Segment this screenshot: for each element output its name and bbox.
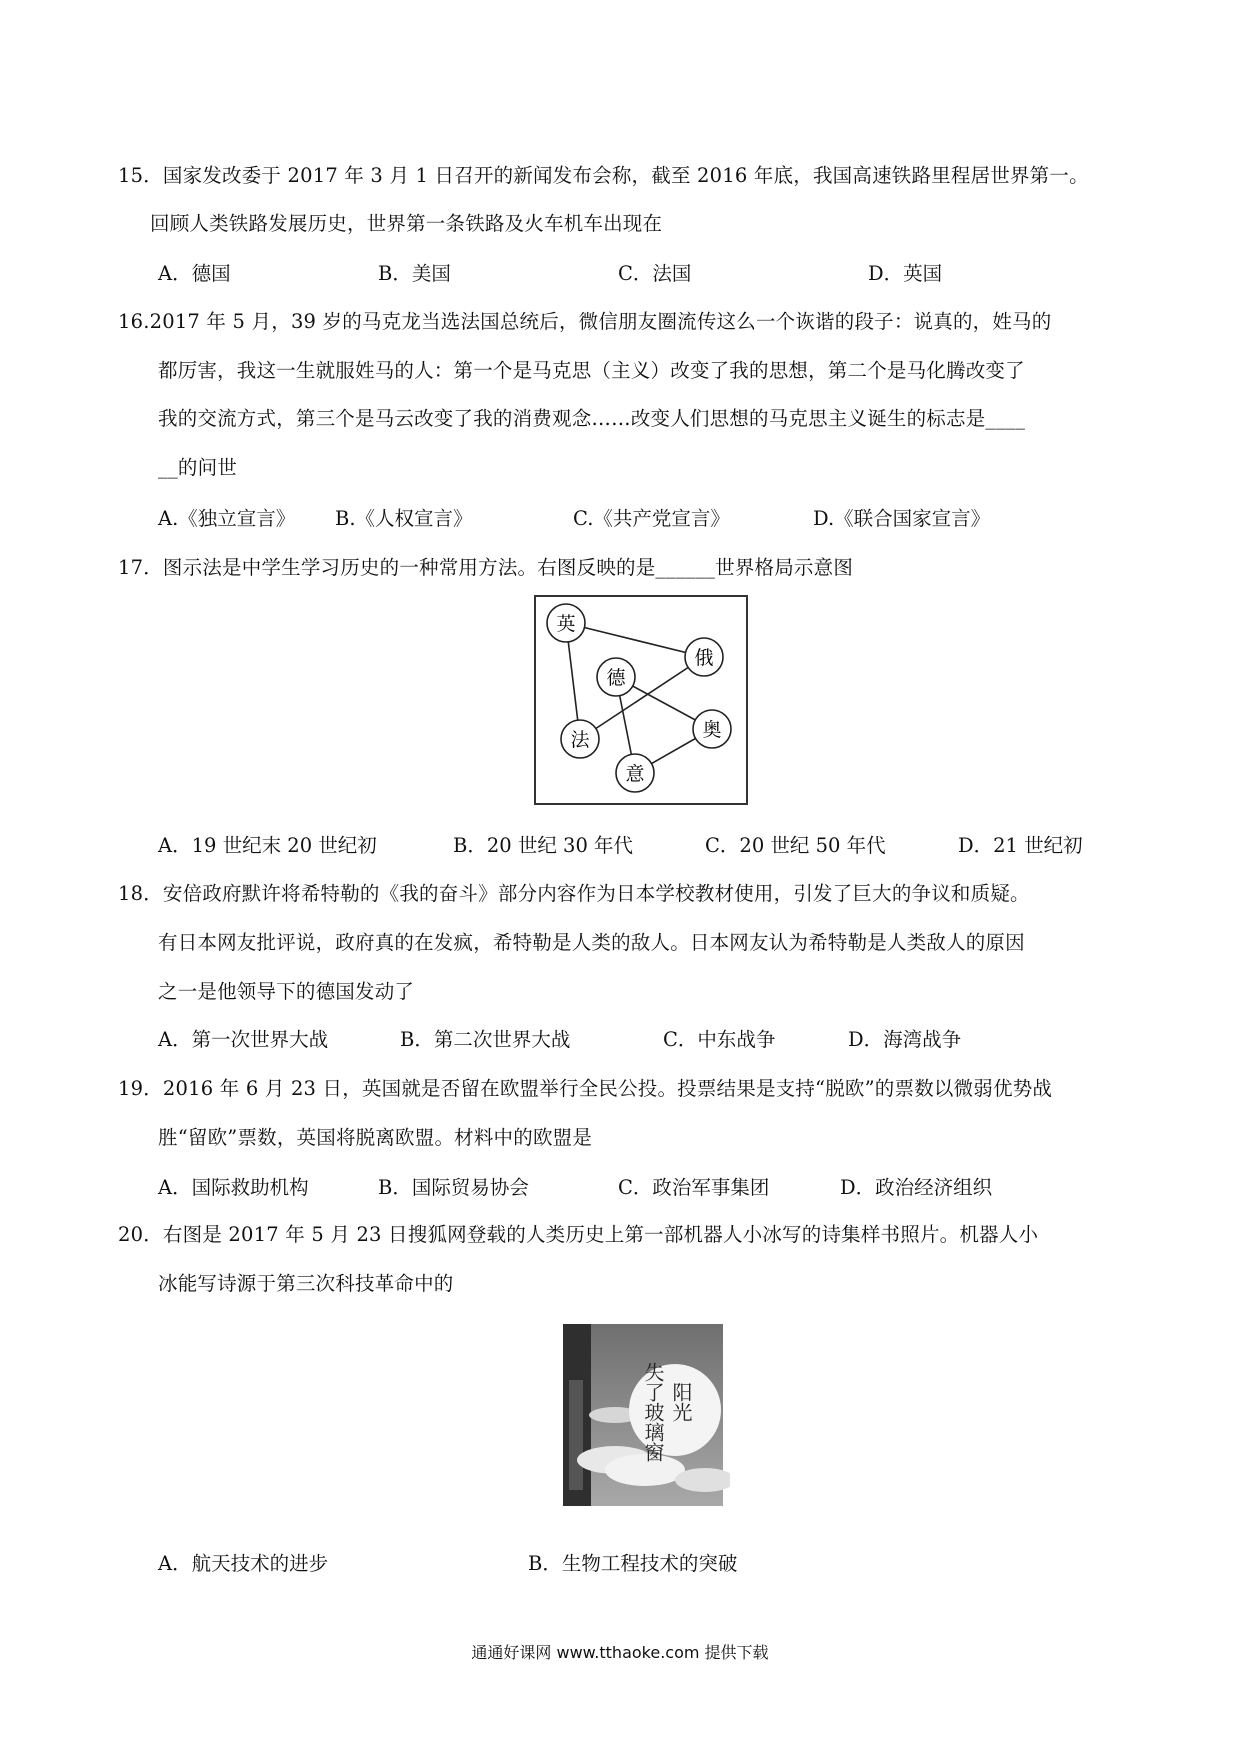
q18-option-a: A．第一次世界大战	[158, 1028, 329, 1051]
q18-stem-line1: 18．安倍政府默许将希特勒的《我的奋斗》部分内容作为日本学校教材使用，引发了巨大的争议和质疑。	[118, 882, 1030, 905]
q15-stem-line1: 15．国家发改委于 2017 年 3 月 1 日召开的新闻发布会称，截至 2016 年底，我国高速铁路里程居世界第一。	[118, 164, 1089, 187]
node-ao-label: 奥	[702, 719, 722, 741]
node-ying	[547, 604, 585, 642]
node-de	[597, 658, 635, 696]
node-fa-label: 法	[570, 729, 590, 751]
q16-option-c: C.《共产党宣言》	[573, 507, 730, 530]
q15-option-b: B．美国	[378, 262, 451, 285]
q16-stem-line2: 都厉害，我这一生就服姓马的人：第一个是马克思（主义）改变了我的思想，第二个是马化腾改变了	[158, 359, 1025, 382]
book-title-col2: 失了玻璃窗	[641, 1362, 665, 1462]
q18-stem-line2: 有日本网友批评说，政府真的在发疯，希特勒是人类的敌人。日本网友认为希特勒是人类敌人的原因	[158, 931, 1025, 954]
node-de-label: 德	[606, 667, 626, 689]
q15-option-a: A．德国	[158, 262, 231, 285]
q16-option-b: B.《人权宣言》	[335, 507, 473, 530]
q18-stem-line3: 之一是他领导下的德国发动了	[158, 980, 415, 1003]
q16-stem-line1: 16.2017 年 5 月，39 岁的马克龙当选法国总统后，微信朋友圈流传这么一个诙谐的段子：说真的，姓马的	[118, 310, 1052, 333]
q19-option-d: D．政治经济组织	[840, 1176, 993, 1199]
q20-stem-line1: 20．右图是 2017 年 5 月 23 日搜狐网登载的人类历史上第一部机器人小冰写的诗集样书照片。机器人小	[118, 1223, 1039, 1246]
q19-option-b: B．国际贸易协会	[378, 1176, 529, 1199]
q15-option-d: D．英国	[868, 262, 943, 285]
q16-option-d: D.《联合国家宣言》	[813, 507, 991, 530]
q17-option-d: D．21 世纪初	[958, 834, 1083, 857]
q20-option-a: A．航天技术的进步	[158, 1552, 329, 1575]
q18-option-b: B．第二次世界大战	[400, 1028, 571, 1051]
node-yi-label: 意	[625, 763, 645, 785]
q18-option-c: C．中东战争	[663, 1028, 776, 1051]
book-title-col1: 阳光	[669, 1382, 693, 1422]
q16-option-a: A.《独立宣言》	[158, 507, 296, 530]
q20-option-b: B．生物工程技术的突破	[528, 1552, 738, 1575]
q17-option-b: B．20 世纪 30 年代	[453, 834, 634, 857]
q16-stem-line3: 我的交流方式，第三个是马云改变了我的消费观念……改变人们思想的马克思主义诞生的标志是____	[158, 407, 1026, 430]
node-ying-label: 英	[556, 613, 576, 635]
q16-stem-line4: __的问世	[158, 456, 238, 479]
q17-option-a: A．19 世纪末 20 世纪初	[158, 834, 377, 857]
q17-stem-line1: 17．图示法是中学生学习历史的一种常用方法。右图反映的是______世界格局示意图	[118, 556, 854, 579]
node-e-label: 俄	[694, 647, 714, 669]
node-yi	[616, 754, 654, 792]
page-footer: 通通好课网 www.tthaoke.com 提供下载	[471, 1643, 769, 1662]
alliance-diagram	[534, 595, 748, 805]
node-ao	[693, 710, 731, 748]
q19-stem-line1: 19．2016 年 6 月 23 日，英国就是否留在欧盟举行全民公投。投票结果是支持“脱欧”的票数以微弱优势战	[118, 1077, 1053, 1100]
q15-stem-line2: 回顾人类铁路发展历史，世界第一条铁路及火车机车出现在	[150, 212, 663, 235]
poetry-book-photo	[555, 1320, 730, 1510]
q20-stem-line2: 冰能写诗源于第三次科技革命中的	[158, 1272, 454, 1295]
q19-option-c: C．政治军事集团	[618, 1176, 770, 1199]
q18-option-d: D．海湾战争	[848, 1028, 962, 1051]
q19-stem-line2: 胜“留欧”票数，英国将脱离欧盟。材料中的欧盟是	[158, 1126, 593, 1149]
q15-option-c: C．法国	[618, 262, 692, 285]
q17-option-c: C．20 世纪 50 年代	[705, 834, 886, 857]
node-e	[685, 638, 723, 676]
q19-option-a: A．国际救助机构	[158, 1176, 309, 1199]
node-fa	[561, 720, 599, 758]
